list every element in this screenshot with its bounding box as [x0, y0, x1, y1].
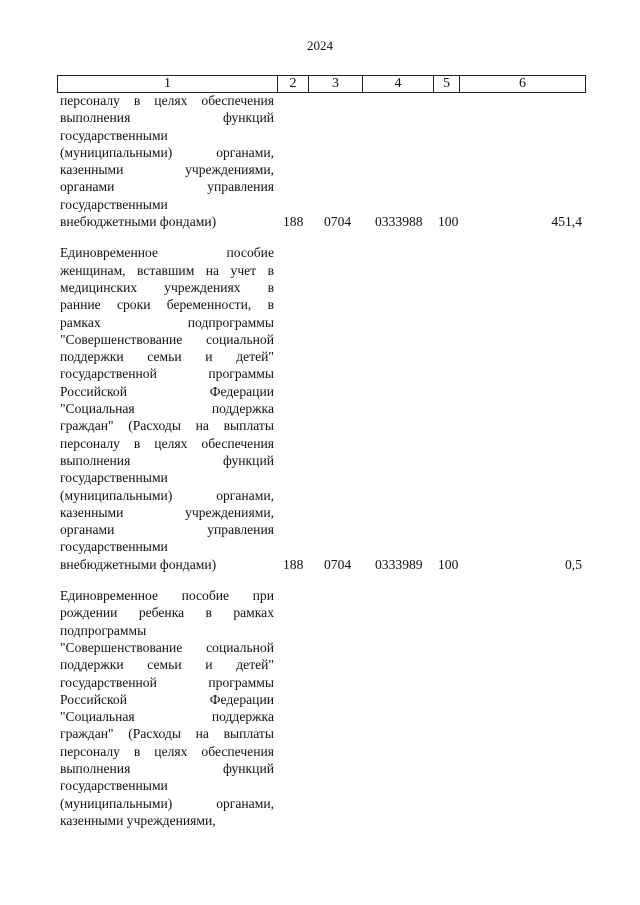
description-line: граждан" (Расходы на выплаты [60, 726, 274, 742]
description-line: государственными [60, 196, 168, 212]
description-line: "Социальная поддержка [60, 401, 274, 417]
description-line: Российской Федерации [60, 383, 274, 399]
description-line: "Социальная поддержка [60, 709, 274, 725]
description-line: казенными учреждениями, [60, 812, 216, 828]
description-line: (муниципальными) органами, [60, 144, 274, 160]
description-line: поддержки семьи и детей" [60, 657, 274, 673]
row-c2-value: 188 [283, 556, 304, 572]
description-line: государственной программы [60, 674, 274, 690]
description-line: ранние сроки беременности, в [60, 297, 274, 313]
description-line: казенными учреждениями, [60, 162, 274, 178]
description-line: органами управления [60, 522, 274, 538]
description-line: поддержки семьи и детей" [60, 349, 274, 365]
description-line: (муниципальными) органами, [60, 795, 274, 811]
description-line: органами управления [60, 179, 274, 195]
row-c5-value: 100 [438, 214, 459, 230]
row-description [60, 92, 274, 230]
description-line: (муниципальными) органами, [60, 487, 274, 503]
description-line: женщинам, вставшим на учет в [60, 262, 274, 278]
description-line: внебюджетными фондами) [60, 214, 217, 230]
description-line: Единовременное пособие при [60, 588, 274, 604]
row-c3-value: 0704 [324, 214, 352, 230]
header-col-5: 5 [434, 76, 460, 93]
description-line: персоналу в целях обеспечения [60, 435, 274, 451]
description-line: выполнения функций [60, 760, 274, 776]
description-line: казенными учреждениями, [60, 504, 274, 520]
description-line: персоналу в целях обеспечения [60, 743, 274, 759]
row-c6-value: 451,4 [551, 214, 582, 230]
row-description [60, 587, 274, 829]
description-line: выполнения функций [60, 110, 274, 126]
header-col-1: 1 [58, 76, 278, 93]
row-c4-value: 0333989 [375, 556, 423, 572]
description-line: государственными [60, 470, 168, 486]
header-col-6: 6 [460, 76, 586, 93]
description-line: "Совершенствование социальной [60, 639, 274, 655]
row-description [60, 244, 274, 573]
description-line: внебюджетными фондами) [60, 556, 217, 572]
column-header-table [57, 75, 586, 93]
budget-row [57, 587, 585, 829]
description-line: государственными [60, 539, 168, 555]
page-number: 2024 [307, 38, 333, 53]
budget-row [57, 92, 585, 230]
description-line: рождении ребенка в рамках [60, 605, 274, 621]
header-col-2: 2 [278, 76, 309, 93]
row-c2-value: 188 [283, 214, 304, 230]
row-c3-value: 0704 [324, 556, 352, 572]
header-col-3: 3 [309, 76, 363, 93]
description-line: рамках подпрограммы [60, 314, 274, 330]
description-line: Российской Федерации [60, 691, 274, 707]
description-line: персоналу в целях обеспечения [60, 93, 274, 108]
budget-row [57, 244, 585, 573]
description-line: граждан" (Расходы на выплаты [60, 418, 274, 434]
description-line: Единовременное пособие [60, 245, 274, 261]
description-line: медицинских учреждениях в [60, 279, 274, 295]
description-line: подпрограммы [60, 622, 147, 638]
description-line: "Совершенствование социальной [60, 331, 274, 347]
budget-rows [57, 92, 585, 843]
description-line: государственными [60, 127, 168, 143]
row-c6-value: 0,5 [565, 556, 582, 572]
description-line: государственной программы [60, 366, 274, 382]
row-c5-value: 100 [438, 556, 459, 572]
description-line: выполнения функций [60, 452, 274, 468]
header-row [58, 76, 586, 93]
description-line: государственными [60, 778, 168, 794]
row-c4-value: 0333988 [375, 214, 423, 230]
header-col-4: 4 [363, 76, 434, 93]
